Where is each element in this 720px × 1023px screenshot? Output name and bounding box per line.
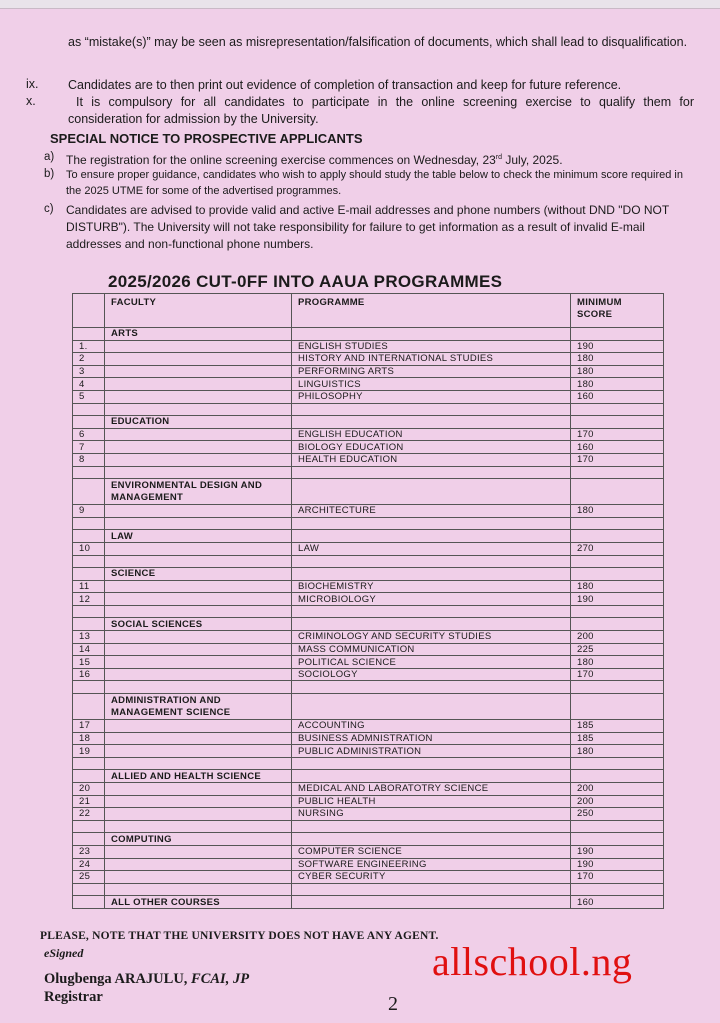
faculty-row (73, 833, 664, 846)
score-cell: 180 (571, 378, 664, 391)
header-score: MINIMUM SCORE (571, 294, 664, 328)
row-number: 4 (73, 378, 105, 391)
table-row (73, 871, 664, 884)
programme-cell: BIOCHEMISTRY (292, 580, 571, 593)
programme-cell (292, 416, 571, 429)
programme-cell: POLITICAL SCIENCE (292, 656, 571, 669)
row-number: 21 (73, 795, 105, 808)
agent-notice: PLEASE, NOTE THAT THE UNIVERSITY DOES NOT HAVE ANY AGENT. (40, 930, 439, 942)
row-number (73, 328, 105, 341)
score-cell: 160 (571, 441, 664, 454)
signer-name-text: Olugbenga ARAJULU, (44, 971, 192, 987)
header-num-cell (73, 294, 105, 328)
empty-cell (105, 757, 292, 770)
spacer-row (73, 605, 664, 618)
faculty-name: ARTS (105, 328, 292, 341)
faculty-name: EDUCATION (105, 416, 292, 429)
score-cell (571, 833, 664, 846)
faculty-cell (105, 365, 292, 378)
item-x-marker: x. (26, 94, 36, 108)
empty-cell (571, 517, 664, 530)
programme-cell: LINGUISTICS (292, 378, 571, 391)
row-number: 16 (73, 668, 105, 681)
programme-cell: PERFORMING ARTS (292, 365, 571, 378)
spacer-row (73, 883, 664, 896)
empty-cell (292, 883, 571, 896)
faculty-cell (105, 453, 292, 466)
empty-cell (73, 403, 105, 416)
page-number: 2 (388, 993, 398, 1015)
notice-a-text-sup: rd (495, 154, 503, 161)
table-row (73, 441, 664, 454)
signer-role: Registrar (44, 989, 103, 1005)
faculty-cell (105, 390, 292, 403)
score-cell: 180 (571, 580, 664, 593)
programme-cell: CRIMINOLOGY AND SECURITY STUDIES (292, 631, 571, 644)
notice-b-marker: b) (44, 168, 55, 180)
row-number: 19 (73, 745, 105, 758)
row-number: 20 (73, 783, 105, 796)
esigned-signature: eSigned (44, 946, 84, 960)
empty-cell (292, 605, 571, 618)
faculty-row (73, 416, 664, 429)
spacer-row (73, 517, 664, 530)
faculty-row (73, 694, 664, 720)
score-cell: 170 (571, 453, 664, 466)
table-row (73, 858, 664, 871)
faculty-cell (105, 353, 292, 366)
empty-cell (571, 820, 664, 833)
faculty-cell (105, 858, 292, 871)
special-notice-title: SPECIAL NOTICE TO PROSPECTIVE APPLICANTS (50, 131, 363, 146)
notice-a-text (66, 150, 694, 168)
row-number: 7 (73, 441, 105, 454)
programme-cell (292, 896, 571, 909)
programme-cell: ENGLISH EDUCATION (292, 428, 571, 441)
programme-cell: MASS COMMUNICATION (292, 643, 571, 656)
table-row (73, 643, 664, 656)
score-cell: 180 (571, 353, 664, 366)
row-number: 23 (73, 845, 105, 858)
programme-cell (292, 328, 571, 341)
score-cell (571, 479, 664, 505)
programme-cell: PHILOSOPHY (292, 390, 571, 403)
table-row (73, 542, 664, 555)
empty-cell (571, 466, 664, 479)
faculty-row (73, 568, 664, 581)
row-number (73, 618, 105, 631)
faculty-cell (105, 732, 292, 745)
faculty-name: LAW (105, 530, 292, 543)
notice-c-marker: c) (44, 203, 54, 215)
row-number (73, 568, 105, 581)
score-cell: 180 (571, 365, 664, 378)
table-row (73, 580, 664, 593)
empty-cell (73, 883, 105, 896)
row-number: 25 (73, 871, 105, 884)
empty-cell (105, 605, 292, 618)
spacer-row (73, 681, 664, 694)
empty-cell (73, 555, 105, 568)
empty-cell (73, 466, 105, 479)
notice-c-text: Candidates are advised to provide valid and active E-mail addresses and phone numbers (without DND "DO NOT DISTURB"). The University will not take responsibility for failure to get information as a result of invalid E-mail addresses and non-functional phone numbers. (66, 203, 670, 251)
score-cell: 185 (571, 720, 664, 733)
empty-cell (105, 555, 292, 568)
score-cell: 190 (571, 845, 664, 858)
row-number: 13 (73, 631, 105, 644)
empty-cell (105, 681, 292, 694)
score-cell: 225 (571, 643, 664, 656)
score-cell: 170 (571, 428, 664, 441)
faculty-cell (105, 340, 292, 353)
empty-cell (571, 605, 664, 618)
faculty-row (73, 328, 664, 341)
row-number: 14 (73, 643, 105, 656)
programme-cell: HEALTH EDUCATION (292, 453, 571, 466)
score-cell (571, 568, 664, 581)
empty-cell (571, 681, 664, 694)
table-row (73, 353, 664, 366)
table-row (73, 453, 664, 466)
programme-cell: PUBLIC ADMINISTRATION (292, 745, 571, 758)
table-row (73, 668, 664, 681)
row-number: 5 (73, 390, 105, 403)
table-row (73, 783, 664, 796)
row-number: 24 (73, 858, 105, 871)
table-header-row (73, 294, 664, 328)
row-number: 9 (73, 505, 105, 518)
faculty-name: ALL OTHER COURSES (105, 896, 292, 909)
row-number: 22 (73, 808, 105, 821)
table-row (73, 845, 664, 858)
table-row (73, 745, 664, 758)
table-row (73, 593, 664, 606)
table-row (73, 505, 664, 518)
table-row (73, 340, 664, 353)
score-cell: 180 (571, 656, 664, 669)
programme-cell (292, 770, 571, 783)
empty-cell (292, 517, 571, 530)
faculty-cell (105, 845, 292, 858)
spacer-row (73, 466, 664, 479)
score-cell (571, 530, 664, 543)
faculty-cell (105, 808, 292, 821)
row-number (73, 479, 105, 505)
notice-a-marker: a) (44, 151, 55, 163)
empty-cell (571, 757, 664, 770)
row-number: 12 (73, 593, 105, 606)
score-cell (571, 770, 664, 783)
score-cell (571, 694, 664, 720)
empty-cell (73, 681, 105, 694)
score-cell: 250 (571, 808, 664, 821)
empty-cell (105, 820, 292, 833)
row-number: 11 (73, 580, 105, 593)
score-cell (571, 328, 664, 341)
cutoff-table-body (73, 294, 664, 909)
score-cell (571, 416, 664, 429)
row-number: 2 (73, 353, 105, 366)
score-cell: 180 (571, 505, 664, 518)
spacer-row (73, 403, 664, 416)
row-number: 10 (73, 542, 105, 555)
empty-cell (571, 403, 664, 416)
empty-cell (105, 403, 292, 416)
score-cell: 270 (571, 542, 664, 555)
score-cell: 200 (571, 631, 664, 644)
score-cell: 160 (571, 896, 664, 909)
signer-name (44, 971, 249, 988)
faculty-cell (105, 668, 292, 681)
programme-cell: CYBER SECURITY (292, 871, 571, 884)
header-programme: PROGRAMME (292, 294, 571, 328)
table-row (73, 732, 664, 745)
table-title: 2025/2026 CUT-0FF INTO AAUA PROGRAMMES (108, 272, 503, 291)
table-row (73, 808, 664, 821)
faculty-cell (105, 720, 292, 733)
programme-cell (292, 568, 571, 581)
spacer-row (73, 820, 664, 833)
programme-cell (292, 833, 571, 846)
faculty-row (73, 896, 664, 909)
faculty-cell (105, 378, 292, 391)
item-x-text-line1: It is compulsory for all candidates to participate in the online screening exercise to qualify them for (76, 95, 694, 109)
row-number (73, 770, 105, 783)
row-number (73, 694, 105, 720)
faculty-name: COMPUTING (105, 833, 292, 846)
watermark: allschool.ng (432, 939, 633, 984)
score-cell: 200 (571, 795, 664, 808)
top-border (0, 0, 720, 9)
score-cell: 190 (571, 858, 664, 871)
row-number (73, 896, 105, 909)
faculty-cell (105, 441, 292, 454)
score-cell: 170 (571, 871, 664, 884)
empty-cell (73, 820, 105, 833)
score-cell: 160 (571, 390, 664, 403)
header-faculty: FACULTY (105, 294, 292, 328)
score-cell: 190 (571, 340, 664, 353)
cutoff-table (72, 293, 664, 909)
faculty-cell (105, 656, 292, 669)
programme-cell (292, 479, 571, 505)
faculty-cell (105, 428, 292, 441)
programme-cell: PUBLIC HEALTH (292, 795, 571, 808)
empty-cell (292, 820, 571, 833)
faculty-cell (105, 643, 292, 656)
score-cell: 180 (571, 745, 664, 758)
empty-cell (73, 517, 105, 530)
score-cell: 190 (571, 593, 664, 606)
table-row (73, 631, 664, 644)
row-number: 17 (73, 720, 105, 733)
empty-cell (105, 466, 292, 479)
table-row (73, 365, 664, 378)
table-row (73, 390, 664, 403)
empty-cell (105, 883, 292, 896)
empty-cell (73, 605, 105, 618)
faculty-row (73, 479, 664, 505)
programme-cell: HISTORY AND INTERNATIONAL STUDIES (292, 353, 571, 366)
spacer-row (73, 757, 664, 770)
programme-cell: SOFTWARE ENGINEERING (292, 858, 571, 871)
signer-titles: FCAI, JP (191, 971, 250, 987)
faculty-cell (105, 505, 292, 518)
continuation-paragraph: as “mistake(s)” may be seen as misrepresentation/falsification of documents, which shall lead to disqualification. (68, 35, 688, 49)
faculty-cell (105, 542, 292, 555)
score-cell: 185 (571, 732, 664, 745)
empty-cell (571, 883, 664, 896)
programme-cell (292, 694, 571, 720)
score-cell (571, 618, 664, 631)
faculty-cell (105, 631, 292, 644)
row-number (73, 833, 105, 846)
empty-cell (292, 757, 571, 770)
row-number: 1. (73, 340, 105, 353)
notice-a-text-post: July, 2025. (505, 153, 563, 167)
item-x-text-line2: consideration for admission by the University. (68, 112, 319, 126)
programme-cell: BIOLOGY EDUCATION (292, 441, 571, 454)
programme-cell (292, 530, 571, 543)
row-number: 18 (73, 732, 105, 745)
programme-cell: BUSINESS ADMNISTRATION (292, 732, 571, 745)
faculty-name: ALLIED AND HEALTH SCIENCE (105, 770, 292, 783)
empty-cell (73, 757, 105, 770)
empty-cell (292, 466, 571, 479)
faculty-cell (105, 580, 292, 593)
table-row (73, 795, 664, 808)
faculty-name: ADMINISTRATION AND MANAGEMENT SCIENCE (105, 694, 292, 720)
faculty-cell (105, 783, 292, 796)
table-row (73, 428, 664, 441)
programme-cell: COMPUTER SCIENCE (292, 845, 571, 858)
programme-cell: SOCIOLOGY (292, 668, 571, 681)
faculty-name: ENVIRONMENTAL DESIGN AND MANAGEMENT (105, 479, 292, 505)
empty-cell (105, 517, 292, 530)
faculty-cell (105, 795, 292, 808)
row-number (73, 416, 105, 429)
row-number: 6 (73, 428, 105, 441)
faculty-cell (105, 593, 292, 606)
item-ix-marker: ix. (26, 77, 39, 91)
faculty-row (73, 530, 664, 543)
row-number (73, 530, 105, 543)
faculty-name: SOCIAL SCIENCES (105, 618, 292, 631)
empty-cell (292, 681, 571, 694)
programme-cell: ARCHITECTURE (292, 505, 571, 518)
row-number: 3 (73, 365, 105, 378)
programme-cell: ENGLISH STUDIES (292, 340, 571, 353)
programme-cell: MEDICAL AND LABORATOTRY SCIENCE (292, 783, 571, 796)
row-number: 15 (73, 656, 105, 669)
faculty-row (73, 618, 664, 631)
empty-cell (292, 555, 571, 568)
programme-cell: MICROBIOLOGY (292, 593, 571, 606)
faculty-cell (105, 745, 292, 758)
programme-cell: NURSING (292, 808, 571, 821)
table-row (73, 656, 664, 669)
row-number: 8 (73, 453, 105, 466)
notice-a-text-pre: The registration for the online screening exercise commences on Wednesday, 23 (66, 153, 496, 167)
score-cell: 200 (571, 783, 664, 796)
table-row (73, 378, 664, 391)
empty-cell (571, 555, 664, 568)
faculty-name: SCIENCE (105, 568, 292, 581)
programme-cell: LAW (292, 542, 571, 555)
item-ix-text: Candidates are to then print out evidence of completion of transaction and keep for future reference. (68, 78, 622, 92)
table-row (73, 720, 664, 733)
score-cell: 170 (571, 668, 664, 681)
programme-cell (292, 618, 571, 631)
faculty-cell (105, 871, 292, 884)
spacer-row (73, 555, 664, 568)
notice-b-text: To ensure proper guidance, candidates who wish to apply should study the table below to check the minimum score required in the 2025 UTME for some of the advertised programmes. (66, 169, 683, 197)
programme-cell: ACCOUNTING (292, 720, 571, 733)
empty-cell (292, 403, 571, 416)
faculty-row (73, 770, 664, 783)
